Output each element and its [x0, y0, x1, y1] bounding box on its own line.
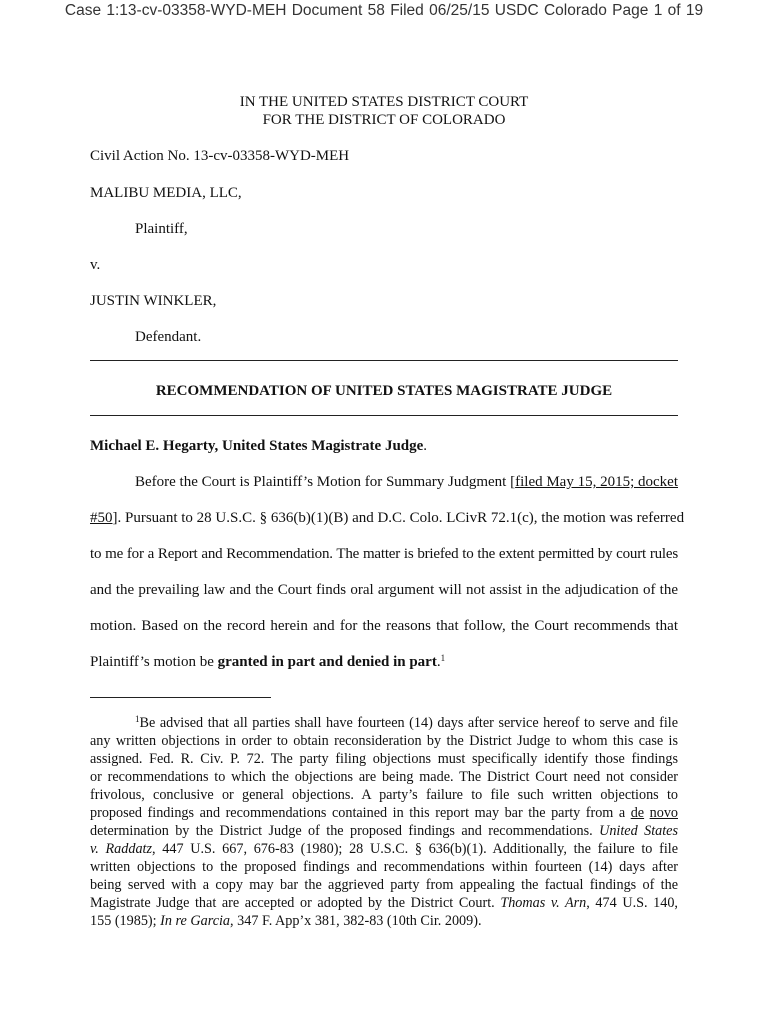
body-line-6: Plaintiff’s motion be granted in part and denied in part.$^1$ [90, 653, 446, 670]
footnote-line-3: assigned. Fed. R. Civ. P. 72. The party filing objections must specifically identify those findings [90, 751, 678, 767]
footnote-line-2: any written objections in order to obtain reconsideration by the District Judge to whom this case is [90, 733, 678, 749]
civil-action-number: Civil Action No. 13-cv-03358-WYD-MEH [90, 148, 350, 164]
recommendation-outcome: granted in part and denied in part [217, 654, 437, 670]
docket-link-number[interactable]: #50 [90, 510, 113, 526]
defendant-role: Defendant. [135, 329, 202, 345]
versus: v. [90, 257, 101, 273]
ecf-header-stamp: Case 1:13-cv-03358-WYD-MEH Document 58 Filed 06/25/15 USDC Colorado Page 1 of 19 [64, 2, 704, 19]
footnote-line-5: frivolous, conclusive or general objections. A party’s failure to file such written objections to [90, 787, 678, 803]
footnote-line-11: Magistrate Judge that are accepted or adopted by the District Court. Thomas v. Arn, 474 U.S. 140, [90, 895, 678, 911]
court-name-line2: FOR THE DISTRICT OF COLORADO [262, 112, 506, 128]
footnote-line-7: determination by the District Judge of the proposed findings and recommendations. United States [90, 823, 678, 839]
document-title: RECOMMENDATION OF UNITED STATES MAGISTRATE JUDGE [155, 383, 613, 399]
footnote-line-8: v. Raddatz, 447 U.S. 667, 676-83 (1980); 28 U.S.C. § 636(b)(1). Additionally, the failure to file [90, 841, 678, 857]
plaintiff-name: MALIBU MEDIA, LLC, [90, 185, 242, 201]
footnote-line-9: written objections to the proposed findings and recommendations within fourteen (14) days after [90, 859, 678, 875]
footnote-line-1: $^1$Be advised that all parties shall have fourteen (14) days after service hereof to serve and file [135, 714, 678, 731]
body-line-5: motion. Based on the record herein and for the reasons that follow, the Court recommends that [90, 618, 678, 634]
caption-divider-bottom [90, 415, 678, 416]
caption-divider-top [90, 360, 678, 361]
body-line-3: to me for a Report and Recommendation. The matter is briefed to the extent permitted by court rules [90, 546, 678, 562]
court-name-line1: IN THE UNITED STATES DISTRICT COURT [239, 94, 529, 110]
body-line-4: and the prevailing law and the Court finds oral argument will not assist in the adjudication of the [90, 582, 678, 598]
defendant-name: JUSTIN WINKLER, [90, 293, 217, 309]
judge-name: Michael E. Hegarty, United States Magistrate Judge [90, 438, 424, 454]
body-line-2: #50]. Pursuant to 28 U.S.C. § 636(b)(1)(B) and D.C. Colo. LCivR 72.1(c), the motion was referred [90, 510, 685, 526]
body-line-1: Before the Court is Plaintiff’s Motion for Summary Judgment [filed May 15, 2015; docket [135, 474, 678, 490]
docket-link[interactable]: filed May 15, 2015; docket [515, 474, 678, 490]
footnote-reference: 1 [440, 653, 446, 663]
footnote-line-12: 155 (1985); In re Garcia, 347 F. App’x 381, 382-83 (10th Cir. 2009). [90, 913, 482, 929]
footnote-line-10: being served with a copy may bar the aggrieved party from appealing the factual findings of the [90, 877, 678, 893]
judge-line: Michael E. Hegarty, United States Magistrate Judge. [90, 438, 428, 454]
footnote-mark: 1 [135, 714, 140, 724]
footnote-line-6: proposed findings and recommendations contained in this report may bar the party from a de novo [90, 805, 678, 821]
footnote-separator [90, 697, 271, 698]
plaintiff-role: Plaintiff, [135, 221, 188, 237]
footnote-line-4: or recommendations to which the objections are being made. The District Court need not consider [90, 769, 678, 785]
